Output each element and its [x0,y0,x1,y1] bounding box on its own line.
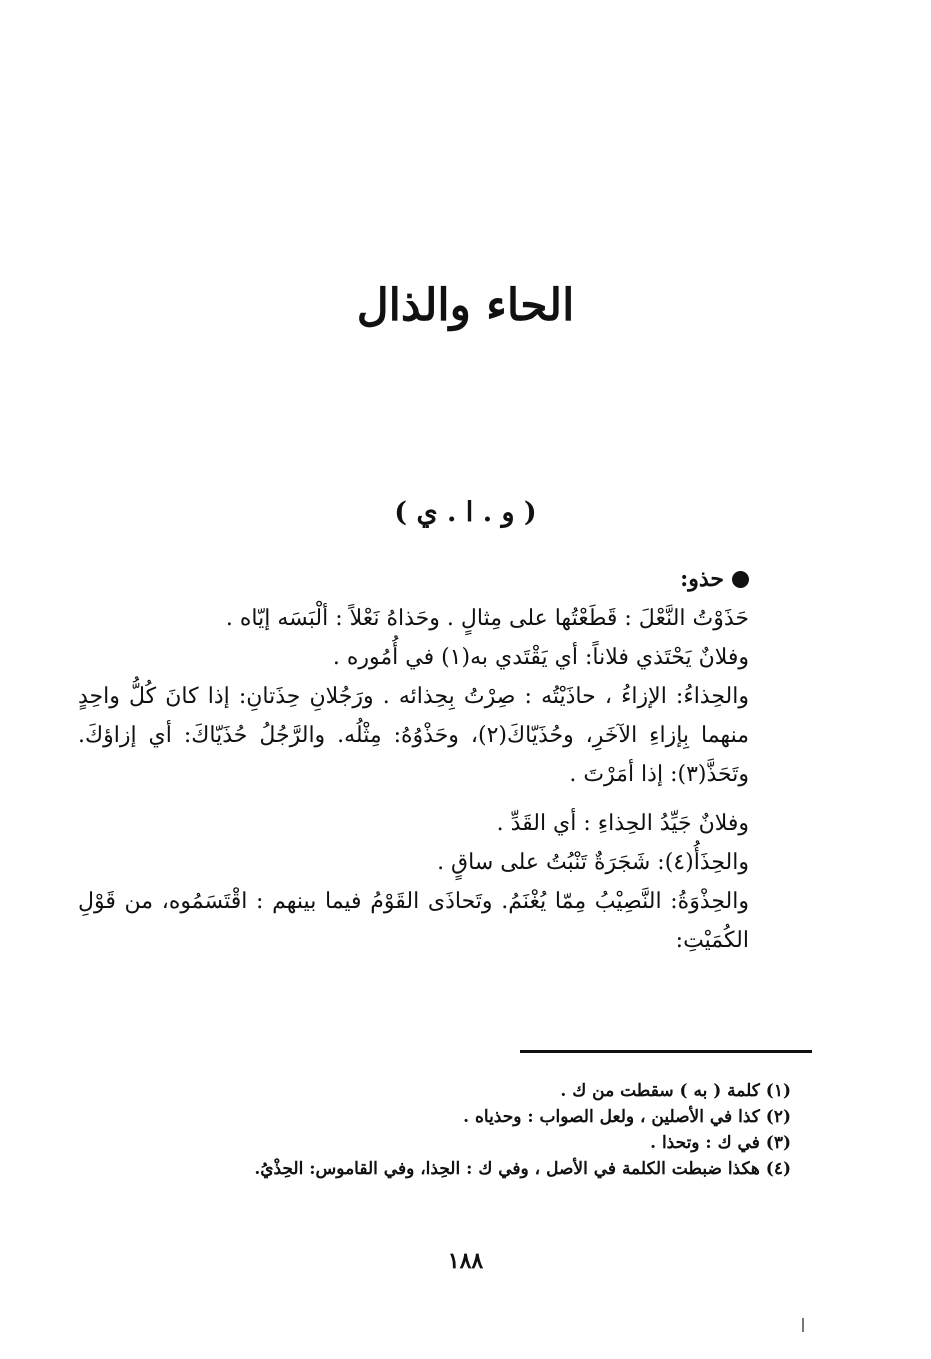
entry-body [78,560,749,960]
footnote: (١) كلمة ( به ) سقطت من ك . [560,1081,791,1101]
footnote: (٣) في ك : وتحذا . [650,1133,791,1153]
footnote: (٢) كذا في الأصلين ، ولعل الصواب : وحذياه . [463,1107,791,1127]
paragraph-gap [78,794,749,804]
footnote: (٤) هكذا ضبطت الكلمة في الأصل ، وفي ك : الحِذا، وفي القاموس: الحِذْيُ. [254,1159,791,1179]
scan-mark [802,1318,804,1332]
bullet-icon [732,571,749,588]
entry-paragraph: والحِذاءُ: الإزاءُ ، حاذَيْتُه : صِرْتُ بِحِذائه . ورَجُلانِ حِذَتانِ: إذا كانَ كُلُّ واحِدٍ منهما بِإزاءِ الآخَرِ، وحُذَيّاكَ(٢)، وحَذْوُهُ: مِثْلُه. والرَّجُلُ حُذَيّاكَ: أي إزاؤكَ. وتَحَذَّ(٣): إذا أمَرْتَ . [78,684,749,787]
entry-paragraph: والحِذَأُ(٤): شَجَرَةٌ تَنْبُتُ على ساقٍ . [437,850,749,875]
footnotes [100,1078,791,1182]
entry-headword-line [78,560,749,599]
page-number: ١٨٨ [447,1248,484,1274]
entry-paragraph: والحِذْوَةُ: النَّصِيْبُ مِمّا يُغْنَمُ. وتَحاذَى القَوْمُ فيما بينهم : اقْتَسَمُوه، من قَوْلِ الكُمَيْتِ: [78,889,749,953]
footnote-divider [520,1050,812,1053]
chapter-title: الحاء والذال [356,280,575,331]
entry-paragraph: وفلانٌ جَيِّدُ الحِذاءِ : أي القَدِّ . [496,811,749,836]
root-heading: ( و . ا . ي ) [394,497,537,528]
entry-headword: حذو: [680,566,724,592]
entry-paragraph: حَذَوْتُ النَّعْلَ : قَطَعْتُها على مِثالٍ . وحَذاهُ نَعْلاً : ألْبَسَه إيّاه . [225,606,749,631]
entry-paragraph: وفلانٌ يَحْتَذي فلاناً: أي يَقْتَدي به(١) في أُمُوره . [332,645,749,670]
